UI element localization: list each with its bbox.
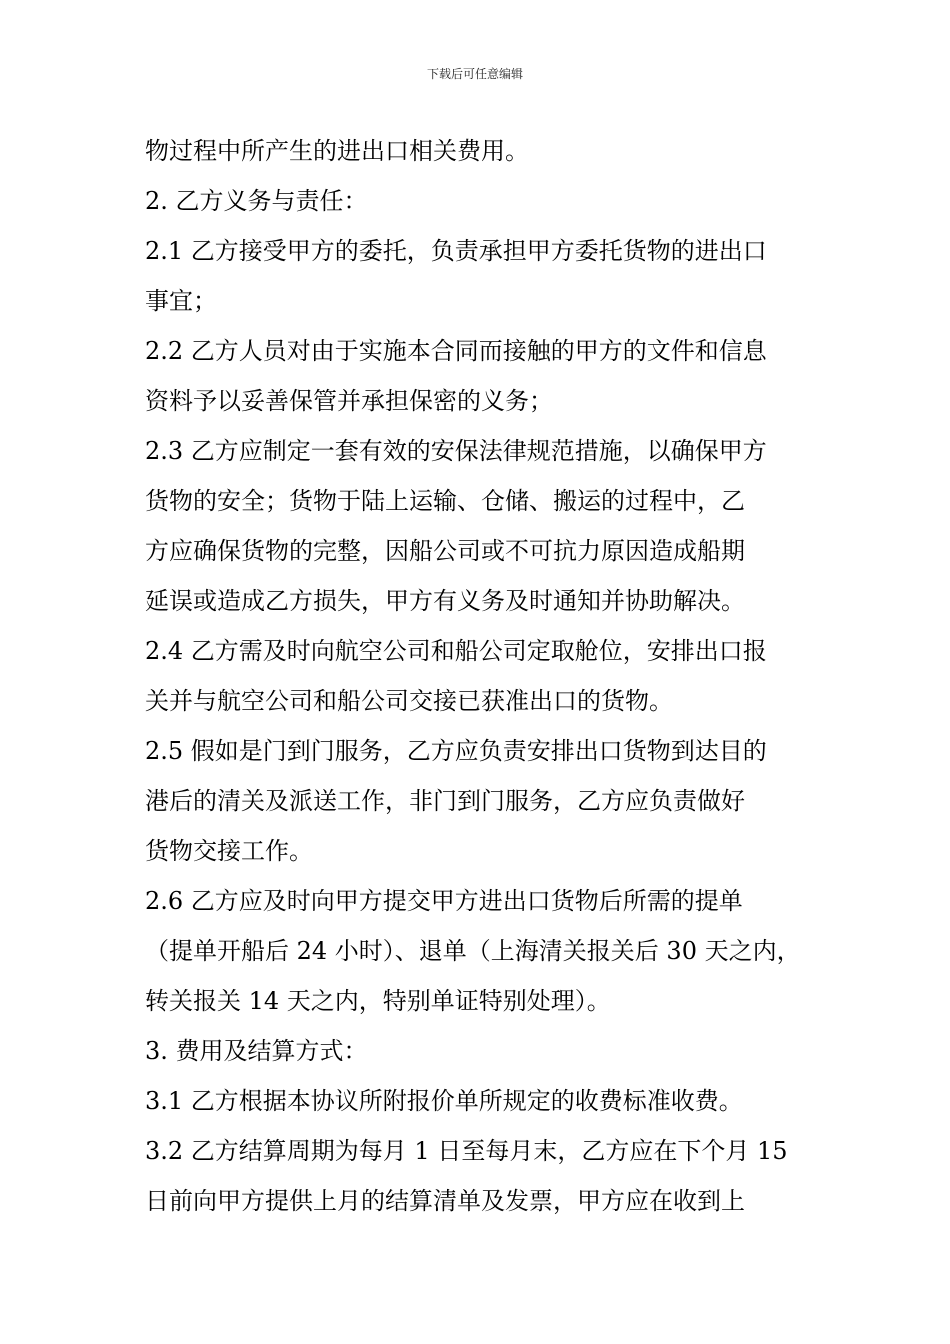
section-heading: 2. 乙方义务与责任： — [145, 187, 368, 215]
text-line: 2.2 乙方人员对由于实施本合同而接触的甲方的文件和信息 — [145, 337, 767, 365]
text-line: 关并与航空公司和船公司交接已获准出口的货物。 — [145, 687, 673, 715]
document-body — [145, 126, 835, 1226]
section-heading: 3. 费用及结算方式： — [145, 1037, 368, 1065]
text-line: （提单开船后 24 小时）、退单（上海清关报关后 30 天之内， — [145, 937, 801, 965]
text-line: 方应确保货物的完整，因船公司或不可抗力原因造成船期 — [145, 537, 745, 565]
text-line: 转关报关 14 天之内，特别单证特别处理）。 — [145, 987, 611, 1015]
text-line: 2.5 假如是门到门服务，乙方应负责安排出口货物到达目的 — [145, 737, 767, 765]
text-line: 港后的清关及派送工作，非门到门服务，乙方应负责做好 — [145, 787, 745, 815]
text-line: 货物交接工作。 — [145, 837, 313, 865]
text-line: 资料予以妥善保管并承担保密的义务； — [145, 387, 553, 415]
text-line: 延误或造成乙方损失，甲方有义务及时通知并协助解决。 — [145, 587, 745, 615]
text-line: 3.2 乙方结算周期为每月 1 日至每月末，乙方应在下个月 15 — [145, 1137, 788, 1165]
text-line: 日前向甲方提供上月的结算清单及发票，甲方应在收到上 — [145, 1187, 745, 1215]
text-line: 2.6 乙方应及时向甲方提交甲方进出口货物后所需的提单 — [145, 887, 743, 915]
text-line: 2.1 乙方接受甲方的委托，负责承担甲方委托货物的进出口 — [145, 237, 767, 265]
text-line: 货物的安全；货物于陆上运输、仓储、搬运的过程中，乙 — [145, 487, 745, 515]
page-header: 下载后可任意编辑 — [426, 67, 523, 81]
text-line: 物过程中所产生的进出口相关费用。 — [145, 137, 529, 165]
text-line: 事宜； — [145, 287, 217, 315]
text-line: 3.1 乙方根据本协议所附报价单所规定的收费标准收费。 — [145, 1087, 743, 1115]
text-line: 2.3 乙方应制定一套有效的安保法律规范措施，以确保甲方 — [145, 437, 767, 465]
text-line: 2.4 乙方需及时向航空公司和船公司定取舱位，安排出口报 — [145, 637, 767, 665]
